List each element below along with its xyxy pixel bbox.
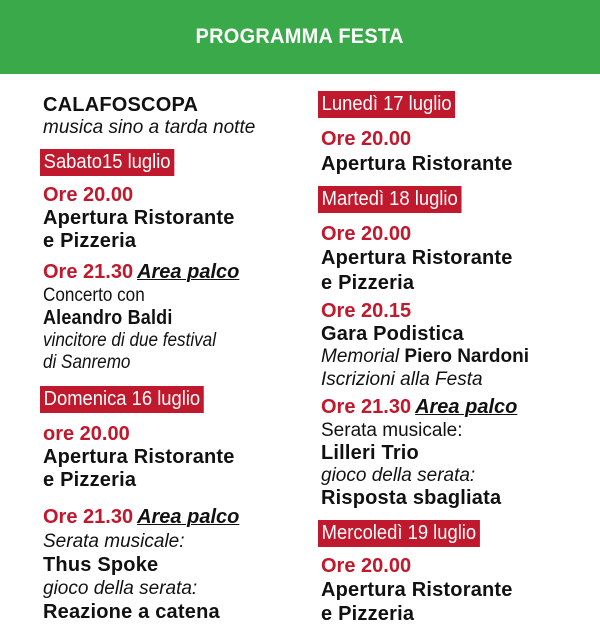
event-line: Iscrizioni alla Festa (321, 369, 483, 390)
event-time: ore 20.00 (43, 423, 130, 445)
event-line: Apertura Ristorante (321, 247, 513, 269)
event-line: e Pizzeria (321, 272, 415, 294)
performer-name: Lilleri Trio (321, 442, 419, 464)
intro-subtitle: musica sino a tarda notte (43, 117, 256, 138)
memorial-label: Memorial (321, 346, 400, 367)
event-line: Serata musicale: (43, 531, 185, 552)
event-time-row (43, 261, 239, 284)
event-time: Ore 21.30 (321, 396, 412, 418)
performer-name: Thus Spoke (43, 554, 159, 576)
event-line: e Pizzeria (321, 603, 415, 625)
area-palco-label: Area palco (137, 506, 240, 528)
event-time: Ore 21.30 (43, 506, 134, 528)
event-line: Apertura Ristorante (43, 207, 235, 229)
event-line: Apertura Ristorante (43, 446, 235, 468)
day-sabato: Sabato15 luglio (40, 149, 174, 176)
event-line: Concerto con (43, 285, 145, 306)
area-palco-label: Area palco (137, 261, 240, 283)
performer-name: Aleandro Baldi (43, 307, 173, 329)
event-time: Ore 21.30 (43, 261, 134, 283)
event-line: Risposta sbagliata (321, 487, 502, 509)
event-line: Gara Podistica (321, 323, 464, 345)
page-title: PROGRAMMA FESTA (195, 25, 405, 48)
event-line: e Pizzeria (43, 469, 137, 491)
event-time-row (321, 396, 517, 419)
event-line: Serata musicale: (321, 420, 463, 441)
event-time: Ore 20.00 (321, 555, 412, 577)
day-mercoledi: Mercoledì 19 luglio (318, 520, 480, 547)
event-time: Ore 20.00 (321, 223, 412, 245)
event-line: gioco della serata: (43, 578, 198, 599)
event-line: di Sanremo (43, 352, 131, 373)
event-line: e Pizzeria (43, 230, 137, 252)
memorial-row (321, 346, 529, 368)
event-time-row (43, 506, 239, 529)
event-line: gioco della serata: (321, 465, 476, 486)
day-domenica: Domenica 16 luglio (40, 386, 204, 413)
area-palco-label: Area palco (415, 396, 518, 418)
day-martedi: Martedì 18 luglio (318, 186, 461, 213)
event-time: Ore 20.00 (321, 128, 412, 150)
event-time: Ore 20.15 (321, 300, 412, 322)
intro-title: CALAFOSCOPA (43, 94, 199, 116)
event-time: Ore 20.00 (43, 184, 134, 206)
day-lunedi: Lunedì 17 luglio (318, 91, 455, 118)
event-line: Apertura Ristorante (321, 579, 513, 601)
memorial-name: Piero Nardoni (404, 346, 529, 367)
event-line: vincitore di due festival (43, 330, 216, 351)
event-line: Reazione a catena (43, 601, 220, 623)
header-banner (0, 0, 600, 74)
event-line: Apertura Ristorante (321, 153, 513, 175)
